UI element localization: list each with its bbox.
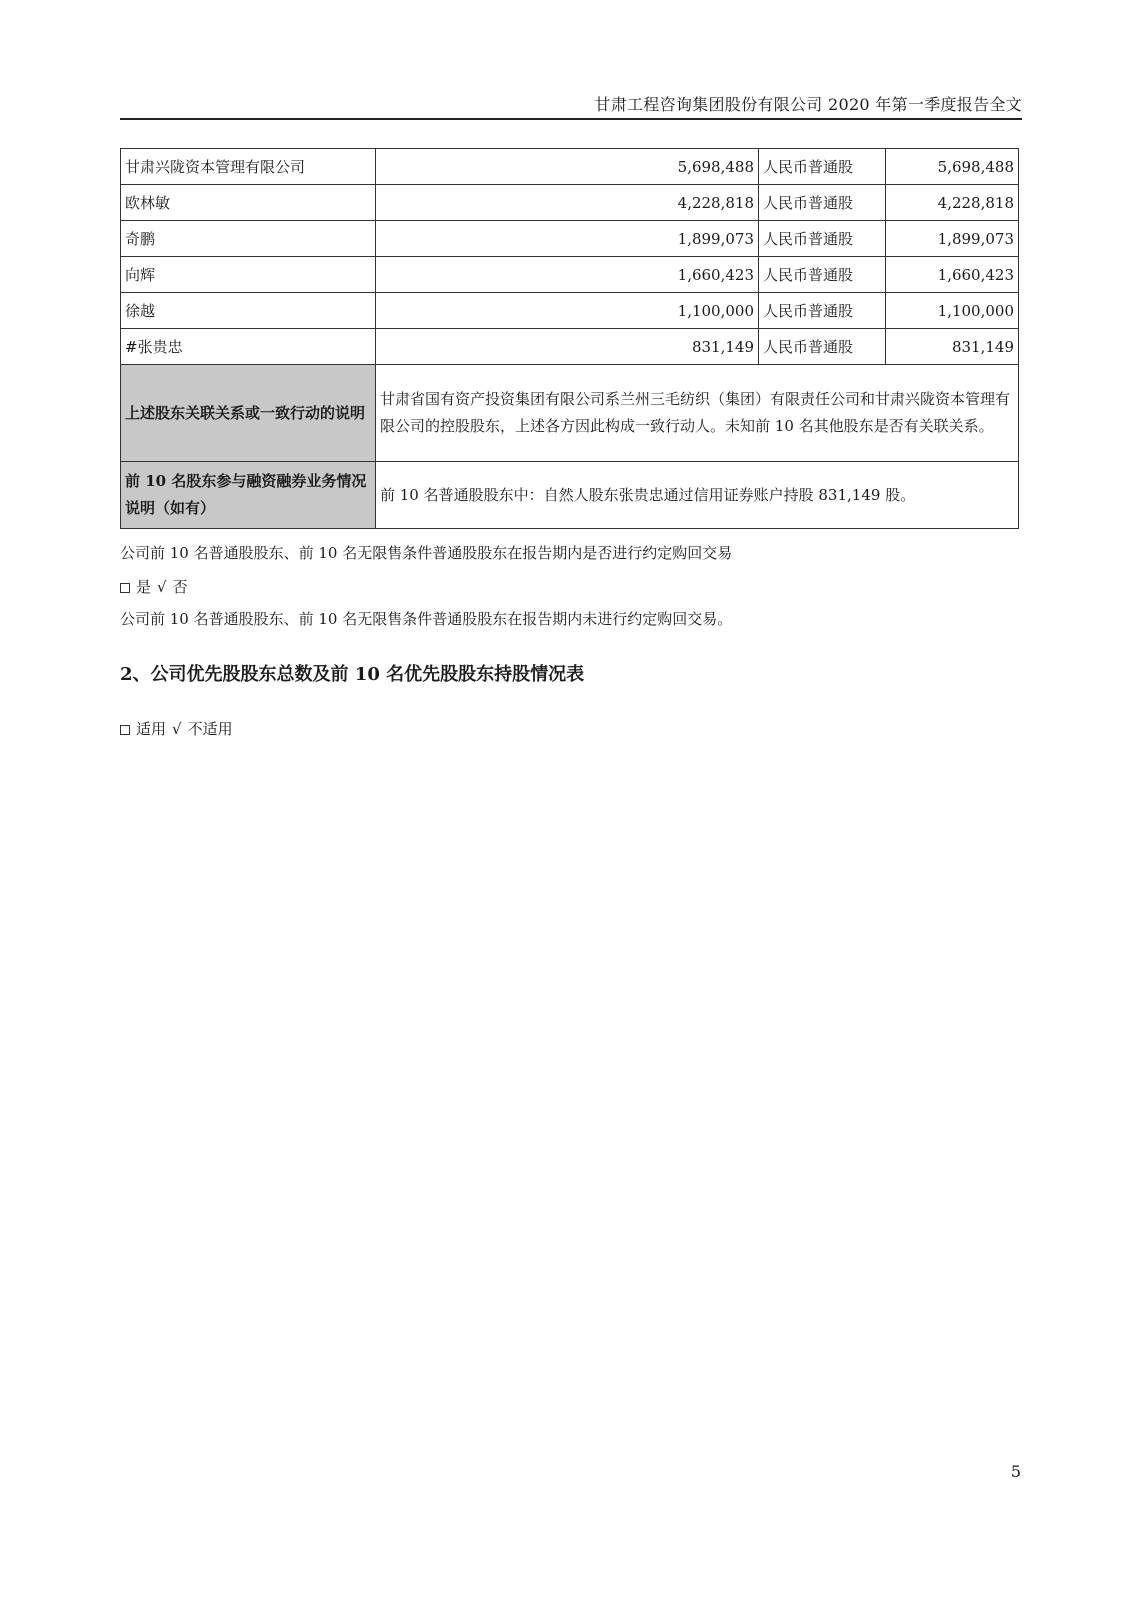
table-row [121, 293, 1019, 329]
share-type-quantity: 1,100,000 [886, 293, 1019, 329]
table-row [121, 185, 1019, 221]
shareholder-name: 奇鹏 [121, 221, 376, 257]
share-type: 人民币普通股 [759, 329, 886, 365]
share-type-quantity: 4,228,818 [886, 185, 1019, 221]
applicability-options [120, 718, 233, 739]
share-type: 人民币普通股 [759, 185, 886, 221]
share-type: 人民币普通股 [759, 149, 886, 185]
table-row [121, 329, 1019, 365]
page-header: 甘肃工程咨询集团股份有限公司 2020 年第一季度报告全文 [594, 95, 1022, 114]
option-yes: 是 [136, 578, 152, 596]
shareholding-quantity: 1,660,423 [376, 257, 759, 293]
option-not-applicable: 不适用 [187, 720, 233, 738]
relation-description: 甘肃省国有资产投资集团有限公司系兰州三毛纺织（集团）有限责任公司和甘肃兴陇资本管理有限公司的控股股东，上述各方因此构成一致行动人。未知前 10 名其他股东是否有关联关系。 [376, 365, 1019, 462]
buyback-question: 公司前 10 名普通股股东、前 10 名无限售条件普通股股东在报告期内是否进行约定购回交易 [120, 544, 733, 562]
share-type-quantity: 1,899,073 [886, 221, 1019, 257]
checkmark-icon: √ [157, 578, 167, 596]
share-type: 人民币普通股 [759, 293, 886, 329]
table-row [121, 149, 1019, 185]
share-type: 人民币普通股 [759, 221, 886, 257]
shareholder-table [120, 148, 1019, 529]
buyback-statement: 公司前 10 名普通股股东、前 10 名无限售条件普通股股东在报告期内未进行约定购回交易。 [120, 610, 733, 628]
shareholding-quantity: 1,899,073 [376, 221, 759, 257]
table-row [121, 257, 1019, 293]
shareholder-name: 甘肃兴陇资本管理有限公司 [121, 149, 376, 185]
table-row [121, 221, 1019, 257]
share-type: 人民币普通股 [759, 257, 886, 293]
option-no: 否 [172, 578, 188, 596]
shareholder-name: #张贵忠 [121, 329, 376, 365]
shareholder-name: 徐越 [121, 293, 376, 329]
share-type-quantity: 5,698,488 [886, 149, 1019, 185]
share-type-quantity: 831,149 [886, 329, 1019, 365]
option-applicable: 适用 [136, 720, 167, 738]
shareholding-quantity: 831,149 [376, 329, 759, 365]
header-rule [120, 118, 1022, 120]
shareholding-quantity: 1,100,000 [376, 293, 759, 329]
shareholder-name: 欧林敏 [121, 185, 376, 221]
margin-description: 前 10 名普通股股东中：自然人股东张贵忠通过信用证券账户持股 831,149 股。 [376, 462, 1019, 529]
margin-label: 前 10 名股东参与融资融券业务情况说明（如有） [121, 462, 376, 529]
buyback-options [120, 576, 188, 597]
checkmark-icon: √ [172, 720, 182, 738]
relation-label: 上述股东关联关系或一致行动的说明 [121, 365, 376, 462]
shareholding-quantity: 4,228,818 [376, 185, 759, 221]
unchecked-box-icon [120, 583, 130, 593]
margin-row [121, 462, 1019, 529]
shareholding-quantity: 5,698,488 [376, 149, 759, 185]
shareholder-name: 向辉 [121, 257, 376, 293]
relation-row [121, 365, 1019, 462]
share-type-quantity: 1,660,423 [886, 257, 1019, 293]
section-title: 2、公司优先股股东总数及前 10 名优先股股东持股情况表 [120, 664, 585, 685]
unchecked-box-icon [120, 725, 130, 735]
page-number: 5 [1010, 1462, 1021, 1481]
